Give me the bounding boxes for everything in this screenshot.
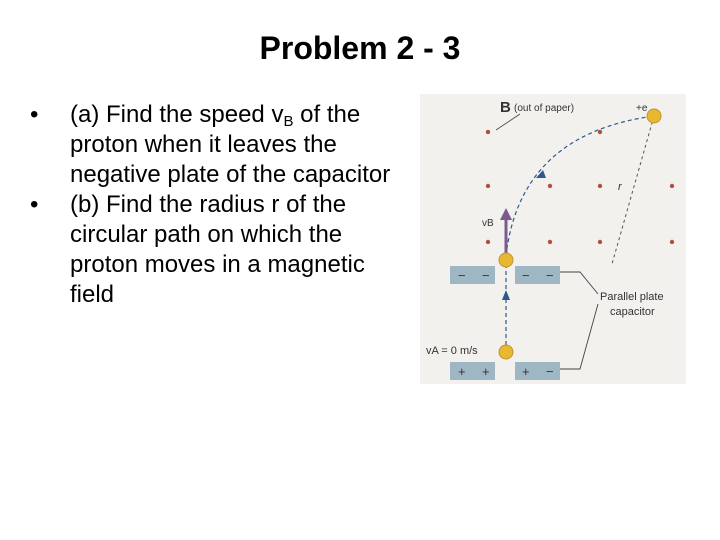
bullet-item-b — [30, 190, 410, 310]
field-note: (out of paper) — [514, 103, 575, 114]
neg-sign: − — [458, 268, 466, 283]
field-dot — [548, 184, 552, 188]
neg-sign: − — [546, 364, 554, 379]
pos-sign: + — [522, 364, 530, 379]
plate-label-line1: Parallel plate — [600, 291, 664, 303]
proton-icon — [499, 253, 513, 267]
figure-svg — [420, 94, 686, 384]
charge-label: +e — [636, 103, 648, 114]
figure-background — [420, 94, 686, 384]
field-dot — [598, 184, 602, 188]
neg-sign: − — [522, 268, 530, 283]
plate-label-line2: capacitor — [610, 306, 655, 318]
bullet-b-text: (b) Find the radius r of the circular path on which the proton moves in a magnetic field — [70, 191, 365, 308]
vb-label: vB — [482, 218, 494, 229]
bullet-a-text-start: (a) Find the speed v — [70, 101, 284, 128]
field-symbol: B — [500, 99, 511, 116]
bullet-item-a — [30, 100, 410, 190]
bullet-a-text-end: of the proton when it leaves the negative plate of the capacitor — [70, 101, 391, 188]
neg-sign: − — [546, 268, 554, 283]
proton-icon — [647, 109, 661, 123]
pos-sign: + — [482, 364, 490, 379]
bullet-list — [30, 100, 410, 310]
field-dot — [486, 184, 490, 188]
field-dot — [486, 130, 490, 134]
slide-title: Problem 2 - 3 — [259, 30, 461, 66]
radius-label: r — [618, 181, 622, 193]
field-dot — [486, 240, 490, 244]
capacitor-figure — [420, 94, 686, 384]
va-label: vA = 0 m/s — [426, 345, 478, 357]
bullet-marker: • — [30, 101, 39, 128]
bullet-marker: • — [30, 191, 39, 218]
field-dot — [670, 184, 674, 188]
neg-sign: − — [482, 268, 490, 283]
pos-sign: + — [458, 364, 466, 379]
field-dot — [598, 240, 602, 244]
field-dot — [548, 240, 552, 244]
field-dot — [670, 240, 674, 244]
proton-icon — [499, 345, 513, 359]
bullet-a-subscript: B — [283, 113, 294, 130]
